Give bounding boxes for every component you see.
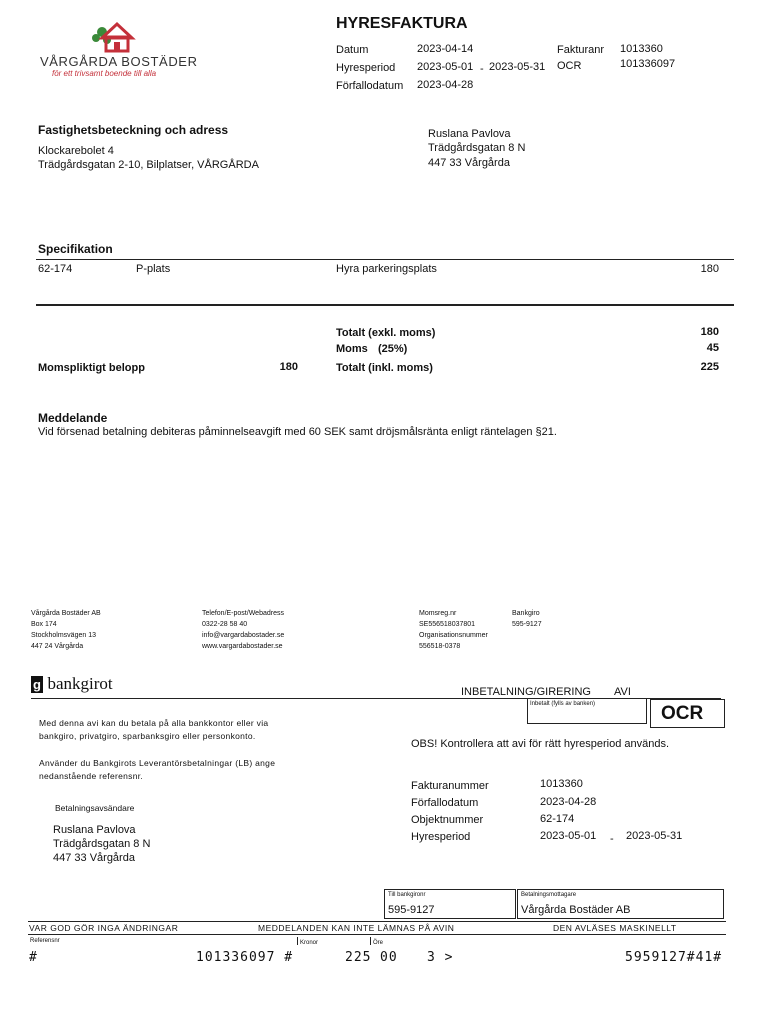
datum-label: Datum — [336, 44, 369, 56]
property-line-2: Trädgårdsgatan 2-10, Bilplatser, VÅRGÅRDA — [38, 159, 259, 171]
inbetalt-box — [527, 699, 647, 724]
datum-value: 2023-04-14 — [417, 43, 474, 55]
footer-reg-line: Momsreg.nr — [419, 610, 457, 617]
hyresperiod-label: Hyresperiod — [336, 62, 396, 74]
house-logo-icon — [38, 18, 188, 58]
slip-objekt-value: 62-174 — [540, 813, 575, 825]
period-to: 2023-05-31 — [489, 61, 546, 73]
warning-no-changes: VAR GOD GÖR INGA ÄNDRINGAR — [29, 923, 179, 933]
recipient-street: Trädgårdsgatan 8 N — [428, 142, 526, 154]
forfallo-label: Förfallodatum — [336, 80, 404, 92]
footer-contact-line: 0322-28 58 40 — [202, 621, 248, 628]
slip-avi: AVI — [614, 686, 631, 698]
mottagare-box — [517, 889, 724, 919]
slip-fakturanummer-label: Fakturanummer — [411, 780, 489, 792]
slip-title: INBETALNING/GIRERING — [461, 686, 591, 698]
ocr-box — [650, 699, 725, 728]
period-from: 2023-05-01 — [417, 61, 474, 73]
ocr-line-bankgiro: 5959127#41# — [625, 950, 723, 965]
slip-period-from: 2023-05-01 — [540, 830, 597, 842]
ref-label: Referensnr — [30, 938, 60, 944]
bankgirot-logo-text: bankgirot — [47, 674, 113, 693]
total-incl-label: Totalt (inkl. moms) — [336, 362, 433, 374]
recipient-name: Ruslana Pavlova — [428, 128, 511, 140]
mottagare-label: Betalningsmottagare — [521, 892, 577, 898]
forfallo-value: 2023-04-28 — [417, 79, 474, 91]
footer-reg-line: SE556518037801 — [419, 621, 476, 628]
warning-no-messages: MEDDELANDEN KAN INTE LÄMNAS PÅ AVIN — [258, 923, 455, 933]
ocr-box-label: OCR — [661, 703, 704, 724]
ocr-line-check: 3 > — [427, 950, 454, 965]
till-bankgiro-label: Till bankgironr — [388, 892, 426, 898]
sender-city: 447 33 Vårgårda — [53, 852, 135, 864]
moms-label: Moms — [336, 343, 368, 355]
period-separator: - — [480, 63, 484, 75]
kronor-label: Kronor — [300, 940, 319, 946]
slip-period-label: Hyresperiod — [411, 831, 471, 843]
slip-info-2b: nedanstående referensnr. — [39, 771, 144, 781]
spec-row-object: 62-174 — [38, 263, 73, 275]
spec-row-type: P-plats — [136, 263, 171, 275]
footer-reg-line: Organisationsnummer — [419, 632, 488, 639]
warning-bottom-divider — [28, 934, 726, 935]
ocr-line-kronor: 225 — [345, 950, 372, 965]
footer-bankgiro-line: 595-9127 — [512, 621, 542, 628]
invoice-title: HYRESFAKTURA — [336, 15, 468, 32]
slip-fakturanummer-value: 1013360 — [540, 778, 583, 790]
ocr-label: OCR — [557, 60, 582, 72]
footer-reg-line: 556518-0378 — [419, 643, 461, 650]
total-excl-value: 180 — [700, 326, 719, 338]
footer-company-line: Vårgårda Bostäder AB — [31, 610, 101, 617]
inbetalt-label: Inbetalt (fylls av banken) — [530, 701, 596, 707]
slip-info-1a: Med denna avi kan du betala på alla bankkontor eller via — [39, 718, 269, 728]
slip-obs: OBS! Kontrollera att avi för rätt hyresperiod används. — [411, 738, 670, 750]
recipient-city: 447 33 Vårgårda — [428, 157, 510, 169]
mottagare-value: Vårgårda Bostäder AB — [521, 904, 631, 916]
bankgirot-logo-icon: g — [31, 676, 43, 693]
sender-name: Ruslana Pavlova — [53, 824, 136, 836]
till-bankgiro-value: 595-9127 — [388, 904, 435, 916]
slip-forfallo-label: Förfallodatum — [411, 797, 479, 809]
message-heading: Meddelande — [38, 411, 108, 425]
slip-info-1b: bankgiro, privatgiro, sparbanksgiro eller personkonto. — [39, 731, 256, 741]
momspliktigt-label: Momspliktigt belopp — [38, 362, 145, 374]
footer-contact-line: www.vargardabostader.se — [202, 643, 283, 650]
spec-row-amount: 180 — [700, 263, 719, 275]
slip-forfallo-value: 2023-04-28 — [540, 796, 597, 808]
sender-label: Betalningsavsändare — [55, 803, 135, 813]
ore-marker — [370, 937, 371, 945]
message-text: Vid försenad betalning debiteras påminnelseavgift med 60 SEK samt dröjsmålsränta enligt räntelagen §21. — [38, 426, 557, 438]
bankgirot-logo — [31, 674, 113, 694]
company-logo — [38, 18, 198, 82]
slip-period-separator: - — [610, 833, 614, 845]
warning-top-divider — [28, 921, 726, 922]
spec-top-divider — [36, 259, 734, 260]
footer-company-line: Stockholmsvägen 13 — [31, 632, 96, 639]
slip-info-2a: Använder du Bankgirots Leverantörsbetalningar (LB) ange — [39, 758, 276, 768]
total-excl-label: Totalt (exkl. moms) — [336, 327, 436, 339]
footer-contact-line: info@vargardabostader.se — [202, 632, 285, 639]
ocr-line-reference: 101336097 # — [196, 950, 294, 965]
slip-period-to: 2023-05-31 — [626, 830, 683, 842]
spec-heading: Specifikation — [38, 242, 113, 256]
ore-label: Öre — [373, 940, 384, 946]
moms-value: 45 — [706, 342, 719, 354]
footer-contact-line: Telefon/E-post/Webadress — [202, 610, 284, 617]
till-bankgiro-box — [384, 889, 516, 919]
footer-company-line: 447 24 Vårgårda — [31, 643, 84, 650]
fakturanr-label: Fakturanr — [557, 44, 605, 56]
footer-company-line: Box 174 — [31, 621, 57, 628]
slip-objekt-label: Objektnummer — [411, 814, 484, 826]
kronor-marker — [297, 937, 298, 945]
footer-bankgiro-line: Bankgiro — [512, 610, 540, 617]
momspliktigt-value: 180 — [279, 361, 298, 373]
spec-bottom-divider — [36, 304, 734, 306]
moms-rate: (25%) — [378, 343, 408, 355]
sender-street: Trädgårdsgatan 8 N — [53, 838, 151, 850]
fakturanr-value: 1013360 — [620, 43, 663, 55]
total-incl-value: 225 — [700, 361, 719, 373]
property-line-1: Klockarebolet 4 — [38, 145, 114, 157]
warning-machine-read: DEN AVLÄSES MASKINELLT — [553, 923, 677, 933]
logo-tagline: för ett trivsamt boende till alla — [52, 69, 157, 78]
logo-name: VÅRGÅRDA BOSTÄDER — [40, 54, 198, 69]
property-heading: Fastighetsbeteckning och adress — [38, 123, 229, 137]
ocr-line-hash: # — [29, 950, 37, 965]
ocr-line-ore: 00 — [380, 950, 398, 965]
ocr-value: 101336097 — [620, 58, 676, 70]
spec-row-description: Hyra parkeringsplats — [336, 263, 437, 275]
